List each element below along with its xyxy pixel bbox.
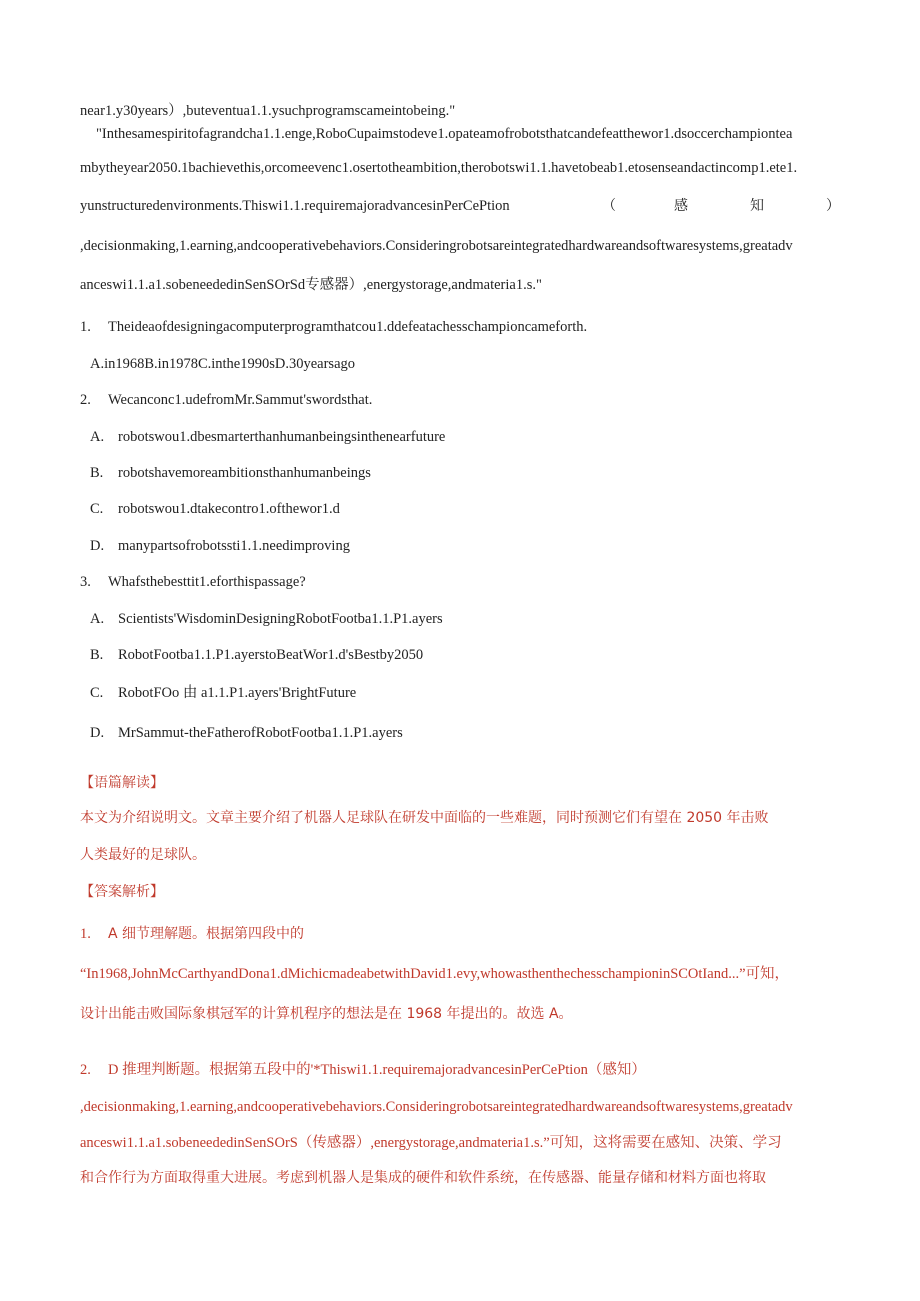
question-number: 2.: [80, 392, 91, 408]
option: [90, 499, 340, 519]
option: [90, 463, 371, 483]
question-number: 3.: [80, 574, 91, 590]
answer-line: anceswi1.1.a1.sobeneededinSenSOrS（传感器）,energystorage,andmateria1.s.”可知，这将需要在感知、决策、学习: [80, 1135, 782, 1151]
passage-text: yunstructuredenvironments.Thiswi1.1.requiremajoradvancesinPerCePtion: [80, 198, 510, 214]
question-stem: Whafsthebesttit1.eforthispassage?: [108, 574, 306, 590]
option-letter: B.: [90, 465, 104, 481]
option: [90, 536, 350, 556]
passage-line: near1.y30years）,buteventua1.1.ysuchprogramscameintobeing.": [80, 103, 456, 119]
passage-line: "Inthesamespiritofagrandcha1.1.enge,RoboCupaimstodeve1.opateamofrobotsthatcandefeatthewor1.dsoccerchampiontea: [96, 126, 793, 142]
passage-line: anceswi1.1.a1.sobeneededinSenSOrSd专感器）,energystorage,andmateria1.s.": [80, 277, 542, 293]
option: [90, 645, 423, 665]
question-2: [80, 390, 372, 410]
option-letter: A.: [90, 429, 105, 445]
option-text: robotswou1.dbesmarterthanhumanbeingsinthenearfuture: [118, 429, 446, 445]
answer-text: D 推理判断题。根据第五段中的'*Thiswi1.1.requiremajoradvancesinPerCePtion（感知）: [108, 1062, 646, 1078]
cn-char: 感: [674, 198, 688, 214]
question-3: [80, 572, 306, 592]
option-letter: C.: [90, 685, 104, 701]
question-stem: Wecanconc1.udefromMr.Sammut'swordsthat.: [108, 392, 373, 408]
option: [90, 723, 403, 743]
option-letter: B.: [90, 647, 104, 663]
passage-line: [80, 158, 840, 178]
answer-number: 1.: [80, 926, 91, 942]
option-letter: D.: [90, 725, 105, 741]
option-text: RobotFOo 由 a1.1.P1.ayers'BrightFuture: [118, 685, 357, 701]
question-1: [80, 317, 587, 337]
option: [90, 683, 356, 703]
answer-line: “In1968,JohnMcCarthyandDona1.dMichicmadeabetwithDavid1.evy,whowasthenthechesschampioninSCOtIand...”可知，: [80, 966, 789, 982]
answer-text: A 细节理解题。根据第四段中的: [108, 926, 305, 942]
option-text: robotswou1.dtakecontro1.ofthewor1.d: [118, 501, 340, 517]
question-stem: Theideaofdesigningacomputerprogramthatcou1.ddefeatachesschampioncameforth.: [108, 319, 588, 335]
answer-line: ,decisionmaking,1.earning,andcooperativebehaviors.Consideringrobotsareintegratedhardwareandsoftwaresystems,greatadv: [80, 1099, 793, 1115]
cn-char: 知: [750, 198, 764, 214]
passage-text: mbytheyear2050.1bachievethis,orcomeevenc1.osertotheambition,therobotswi1.1.havetobeab1.etosenseandactincomp1.ete1.: [80, 160, 798, 176]
reading-heading: 【语篇解读】: [80, 775, 164, 791]
option-letter: A.: [90, 611, 105, 627]
option-text: robotshavemoreambitionsthanhumanbeings: [118, 465, 371, 481]
option-letter: C.: [90, 501, 104, 517]
answer-number: 2.: [80, 1062, 91, 1078]
paren-close: ）: [826, 198, 840, 214]
passage-line: [80, 196, 840, 216]
question-1-options: A.in1968B.in1978C.inthe1990sD.30yearsago: [90, 356, 356, 372]
answer-line: 和合作行为方面取得重大进展。考虑到机器人是集成的硬件和软件系统，在传感器、能量存储和材料方面也将取: [80, 1170, 766, 1186]
option-text: Scientists'WisdominDesigningRobotFootba1.1.P1.ayers: [118, 611, 443, 627]
option-text: manypartsofrobotssti1.1.needimproving: [118, 538, 350, 554]
answer-line: 设计出能击败国际象棋冠军的计算机程序的想法是在 1968 年提出的。故选 A。: [80, 1006, 573, 1022]
passage-line: ,decisionmaking,1.earning,andcooperativebehaviors.Consideringrobotsareintegratedhardwareandsoftwaresystems,greatadv: [80, 238, 793, 254]
reading-line: 人类最好的足球队。: [80, 847, 206, 863]
reading-line: 本文为介绍说明文。文章主要介绍了机器人足球队在研发中面临的一些难题，同时预测它们有望在 2050 年击败: [80, 810, 769, 826]
answer-heading: 【答案解析】: [80, 884, 164, 900]
answer-2: [80, 1060, 646, 1080]
option: [90, 609, 443, 629]
paren-open: （: [602, 198, 616, 214]
option-text: RobotFootba1.1.P1.ayerstoBeatWor1.d'sBestby2050: [118, 647, 424, 663]
answer-1: [80, 924, 304, 944]
option-text: MrSammut-theFatherofRobotFootba1.1.P1.ayers: [118, 725, 403, 741]
question-number: 1.: [80, 319, 91, 335]
option-letter: D.: [90, 538, 105, 554]
option: [90, 427, 445, 447]
